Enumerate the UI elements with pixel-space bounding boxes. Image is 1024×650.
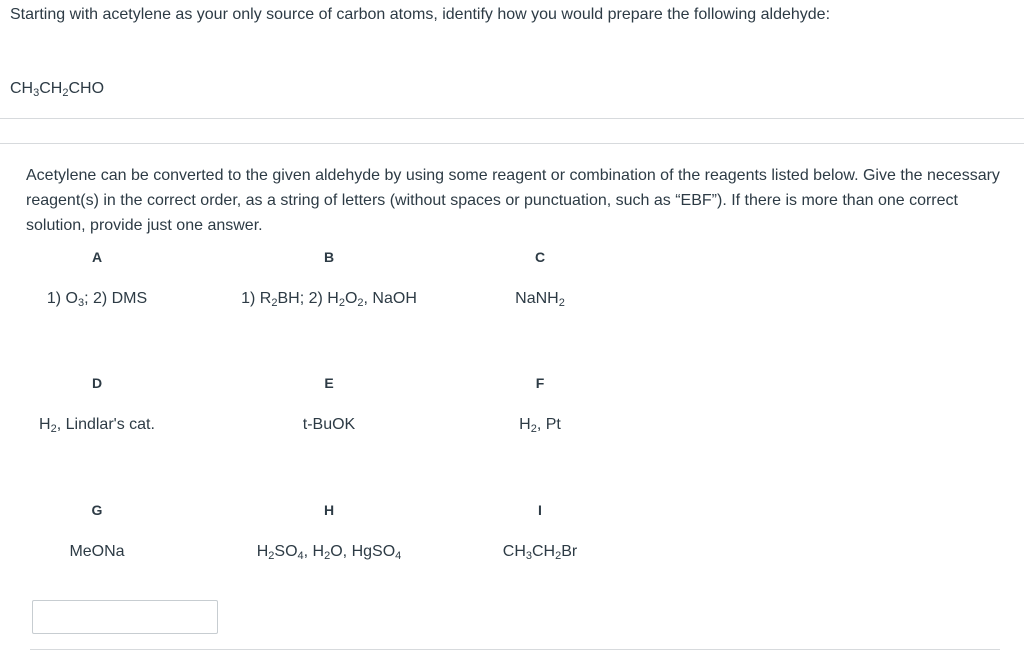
- reagent-letter-d: D: [91, 375, 103, 391]
- reagent-letter-g: G: [91, 502, 103, 518]
- reagent-letter-f: F: [535, 375, 545, 391]
- reagent-e: t-BuOK: [302, 416, 356, 433]
- reagent-letter-a: A: [91, 249, 103, 265]
- reagent-letter-e: E: [324, 375, 334, 391]
- target-compound: $CH_3CH_2CHO$: [10, 80, 105, 99]
- reagent-i: $CH_3CH_2Br$: [502, 543, 578, 562]
- divider-second: [0, 143, 1024, 144]
- reagent-d: $H_2$, Lindlar's cat.: [39, 416, 155, 435]
- reagent-letter-h: H: [323, 502, 335, 518]
- reagent-letter-c: C: [534, 249, 546, 265]
- reagent-letter-b: B: [323, 249, 335, 265]
- reagent-a: 1) $O_3$; 2) DMS: [46, 290, 148, 309]
- reagent-letter-i: I: [538, 502, 542, 518]
- reagent-b: 1) $R_2BH$; 2) $H_2O_2$, NaOH: [241, 290, 417, 309]
- reagent-c: NaNH$_2$: [515, 290, 565, 309]
- reagent-f: $H_2$, Pt: [519, 416, 561, 435]
- reagent-h: $H_2SO_4$, $H_2O$, HgSO$_4$: [256, 543, 402, 562]
- reagent-g: MeONa: [69, 543, 125, 560]
- answer-input[interactable]: [32, 600, 218, 634]
- instructions-text: Acetylene can be converted to the given aldehyde by using some reagent or combination of the reagents listed below. Give the necessary reagent(s) in the correct order, as a string of letters (without spaces or punctuation, such as “EBF”). If there is more than one correct solution, provide just one answer.: [26, 167, 1000, 234]
- question-text: Starting with acetylene as your only source of carbon atoms, identify how you would prepare the following aldehyde:: [10, 6, 831, 23]
- divider-top: [0, 118, 1024, 119]
